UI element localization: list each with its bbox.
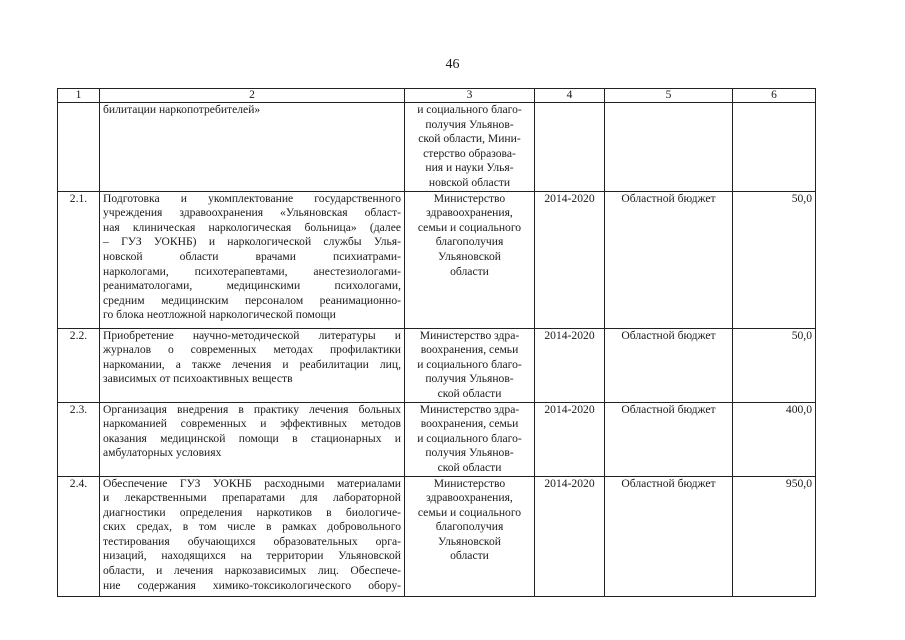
activity-text-line: Приобретение научно-методической литературы и — [103, 328, 401, 342]
period-cell: 2014-2020 — [535, 328, 605, 402]
table-row — [58, 476, 816, 596]
responsible-text-line: получия Ульянов- — [425, 372, 514, 386]
responsible-cell — [405, 103, 535, 192]
column-header: 5 — [605, 89, 733, 103]
activity-text-line: амбулаторных условиях — [103, 446, 222, 460]
activity-cell — [100, 191, 405, 328]
item-number-cell: 2.3. — [58, 402, 100, 476]
activity-text-line: зависимых от психоактивных веществ — [103, 372, 293, 386]
activity-cell — [100, 103, 405, 192]
item-number-cell — [58, 103, 100, 192]
responsible-text-line: области — [450, 549, 489, 563]
activity-text-line: Обеспечение ГУЗ УОКНБ расходными материалами — [103, 476, 401, 490]
activity-text-line: новской области врачами психиатрами- — [103, 249, 401, 263]
responsible-cell — [405, 328, 535, 402]
amount-cell: 50,0 — [733, 328, 816, 402]
activity-cell — [100, 328, 405, 402]
responsible-cell — [405, 476, 535, 596]
activity-text-line: диагностики определения наркотиков в биологиче- — [103, 505, 401, 519]
activity-text-line: Организация внедрения в практику лечения больных — [103, 402, 401, 416]
activity-text-line: ских средах, в том числе в рамках добровольного — [103, 520, 401, 534]
column-header: 2 — [100, 89, 405, 103]
responsible-text-line: получия Ульянов- — [425, 117, 514, 131]
activity-text-line: наркомании, а также лечения и реабилитации лиц, — [103, 357, 401, 371]
responsible-text-line: здравоохранения, — [426, 206, 513, 220]
table-row — [58, 103, 816, 192]
activity-text-line: реаниматологами, медицинскими психологами, — [103, 279, 401, 293]
activity-text-line: учреждения здравоохранения «Ульяновская област- — [103, 206, 401, 220]
item-number-cell: 2.2. — [58, 328, 100, 402]
table-row — [58, 191, 816, 328]
activity-text-line: журналов о современных методах профилактики — [103, 343, 401, 357]
responsible-text-line: и социального благо- — [417, 357, 522, 371]
activity-text-line: низаций, находящихся на территории Ульяновской — [103, 549, 401, 563]
responsible-text-line: Ульяновской — [438, 534, 501, 548]
activity-text-line: наркологами, психотерапевтами, анестезиологами- — [103, 264, 401, 278]
responsible-text-line: получия Ульянов- — [425, 446, 514, 460]
funding-source-cell: Областной бюджет — [605, 476, 733, 596]
funding-source-cell — [605, 103, 733, 192]
activity-text-line: тестирования обучающихся образовательных орга- — [103, 534, 401, 548]
funding-source-cell: Областной бюджет — [605, 402, 733, 476]
table-header-row — [58, 89, 816, 103]
activity-text-line: средним медицинским персоналом реанимационно- — [103, 293, 401, 307]
responsible-text-line: и социального благо- — [417, 431, 522, 445]
page-number: 46 — [445, 57, 460, 72]
activity-cell — [100, 402, 405, 476]
responsible-text-line: семьи и социального — [417, 505, 522, 519]
responsible-text-line: здравоохранения, — [426, 491, 513, 505]
responsible-text-line: ской области, Мини- — [418, 132, 521, 146]
responsible-text-line: воохранения, семьи — [420, 417, 519, 431]
period-cell — [535, 103, 605, 192]
responsible-cell — [405, 402, 535, 476]
amount-cell: 50,0 — [733, 191, 816, 328]
item-number-cell: 2.1. — [58, 191, 100, 328]
table-row — [58, 402, 816, 476]
responsible-text-line: благополучия — [435, 520, 504, 534]
amount-cell: 950,0 — [733, 476, 816, 596]
activity-text-line: го блока неотложной наркологической помощи — [103, 308, 336, 322]
period-cell: 2014-2020 — [535, 402, 605, 476]
responsible-text-line: ния и науки Улья- — [425, 161, 514, 175]
responsible-text-line: стерство образова- — [423, 146, 516, 160]
amount-cell: 400,0 — [733, 402, 816, 476]
period-cell: 2014-2020 — [535, 191, 605, 328]
activity-text-line: и лекарственными препаратами для лабораторной — [103, 491, 401, 505]
responsible-text-line: ской области — [437, 460, 502, 474]
activity-text-line: наркоманией современных и эффективных методов — [103, 417, 401, 431]
table-row — [58, 328, 816, 402]
responsible-text-line: семьи и социального — [417, 220, 522, 234]
funding-source-cell: Областной бюджет — [605, 191, 733, 328]
activity-text-line: области, и лечения наркозависимых лиц. Обеспече- — [103, 564, 401, 578]
responsible-text-line: Министерство — [433, 191, 506, 205]
responsible-text-line: Министерство — [433, 476, 506, 490]
amount-cell — [733, 103, 816, 192]
responsible-text-line: и социального благо- — [417, 103, 522, 116]
activity-text-line: – ГУЗ УОКНБ) и наркологической службы Улья- — [103, 235, 401, 249]
activity-text-line: билитации наркопотребителей» — [103, 103, 261, 116]
responsible-cell — [405, 191, 535, 328]
column-header: 1 — [58, 89, 100, 103]
responsible-text-line: Министерство здра- — [419, 402, 520, 416]
responsible-text-line: ской области — [437, 386, 502, 400]
funding-source-cell: Областной бюджет — [605, 328, 733, 402]
responsible-text-line: благополучия — [435, 235, 504, 249]
program-table — [57, 88, 816, 597]
column-header: 6 — [733, 89, 816, 103]
responsible-text-line: воохранения, семьи — [420, 343, 519, 357]
period-cell: 2014-2020 — [535, 476, 605, 596]
responsible-text-line: области — [450, 264, 489, 278]
activity-text-line: ная клиническая наркологическая больница» (далее — [103, 220, 401, 234]
activity-cell — [100, 476, 405, 596]
responsible-text-line: Ульяновской — [438, 249, 501, 263]
column-header: 4 — [535, 89, 605, 103]
activity-text-line: оказания медицинской помощи в стационарных и — [103, 431, 401, 445]
column-header: 3 — [405, 89, 535, 103]
item-number-cell: 2.4. — [58, 476, 100, 596]
activity-text-line: Подготовка и укомплектование государственного — [103, 191, 401, 205]
activity-text-line: ние содержания химико-токсикологического обору- — [103, 578, 401, 592]
responsible-text-line: Министерство здра- — [419, 328, 520, 342]
responsible-text-line: новской области — [428, 175, 511, 189]
